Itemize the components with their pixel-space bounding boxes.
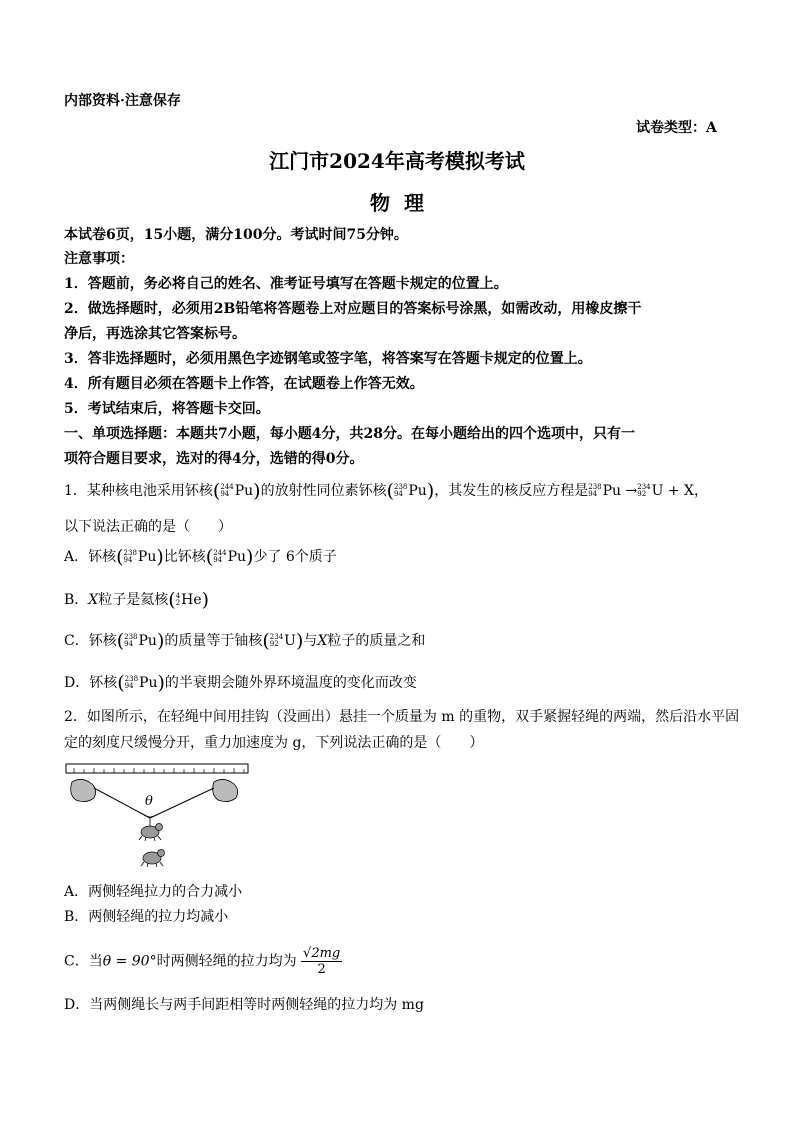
confidential-label: 内部资料·注意保存	[64, 93, 181, 109]
right-hand-icon	[213, 779, 238, 801]
note-line: 3．答非选择题时，必须用黑色字迹钢笔或签字笔，将答案写在答题卡规定的位置上。	[64, 351, 592, 367]
note-line: 净后，再选涂其它答案标号。	[64, 326, 246, 342]
question-2-option-d[interactable]: D．当两侧绳长与两手间距相等时两侧轻绳的拉力均为 mg	[64, 997, 424, 1013]
note-line: 4．所有题目必须在答题卡上作答，在试题卷上作答无效。	[64, 376, 424, 392]
figure-svg	[64, 758, 250, 874]
weight-icon	[139, 818, 163, 841]
question-1-stem: 1．某种核电池采用钚核( 244 94 Pu)的放射性同位素钚核( 238 94 Pu)，其发生的核反应方程是 238 94 Pu → 234 92 U + X，	[64, 480, 709, 502]
question-2-option-a[interactable]: A．两侧轻绳拉力的合力减小	[64, 884, 243, 900]
page-title: 江门市2024年高考模拟考试	[269, 149, 525, 173]
paper-type-label: 试卷类型：A	[636, 120, 717, 136]
question-1-option-d[interactable]: D．钚核( 238 94 Pu)的半衰期会随外界环境温度的变化而改变	[64, 672, 417, 694]
section-heading: 一、单项选择题：本题共7小题，每小题4分，共28分。在每小题给出的四个选项中，只有一	[64, 426, 635, 442]
fraction: $\frac{√2mg}{2}$	[303, 946, 341, 977]
note-line: 1．答题前，务必将自己的姓名、准考证号填写在答题卡规定的位置上。	[64, 276, 508, 292]
question-2-option-b[interactable]: B．两侧轻绳的拉力均减小	[64, 909, 229, 925]
theta-label: θ	[145, 794, 153, 809]
left-hand-icon	[71, 779, 96, 801]
question-2-option-c[interactable]: C．当θ = 90°时两侧轻绳的拉力均为 $\frac{√2mg}{2}$	[64, 946, 341, 977]
section-heading: 项符合题目要求，选对的得4分，选错的得0分。	[64, 451, 364, 467]
subject-title: 物 理	[370, 191, 424, 215]
question-1-option-c[interactable]: C．钚核( 238 94 Pu)的质量等于铀核( 234 92 U)与X粒子的质量之和	[64, 630, 426, 652]
question-2-stem: 2．如图所示，在轻绳中间用挂钩（没画出）悬挂一个质量为 m 的重物，双手紧握轻绳的两端，然后沿水平固	[64, 709, 740, 725]
notes-title: 注意事项：	[64, 251, 134, 267]
question-2-stem-line2: 定的刻度尺缓慢分开，重力加速度为 g，下列说法正确的是（ ）	[64, 735, 484, 751]
question-1-option-b[interactable]: B．X粒子是氦核( 4 2 He)	[64, 589, 210, 611]
question-1-option-a[interactable]: A．钚核( 238 94 Pu)比钚核( 244 94 Pu)少了 6个质子	[64, 546, 337, 568]
question-1-stem-line2: 以下说法正确的是（ ）	[64, 519, 232, 535]
note-line: 5．考试结束后，将答题卡交回。	[64, 401, 270, 417]
weight-icon-lower	[141, 850, 165, 868]
right-rope	[150, 788, 214, 818]
left-rope	[94, 788, 150, 818]
intro-text: 本试卷6页，15小题，满分100分。考试时间75分钟。	[64, 227, 408, 243]
ruler-icon	[66, 764, 248, 773]
rope-ruler-figure	[64, 758, 250, 874]
note-line: 2．做选择题时，必须用2B铅笔将答题卷上对应题目的答案标号涂黑，如需改动，用橡皮擦干	[64, 301, 642, 317]
